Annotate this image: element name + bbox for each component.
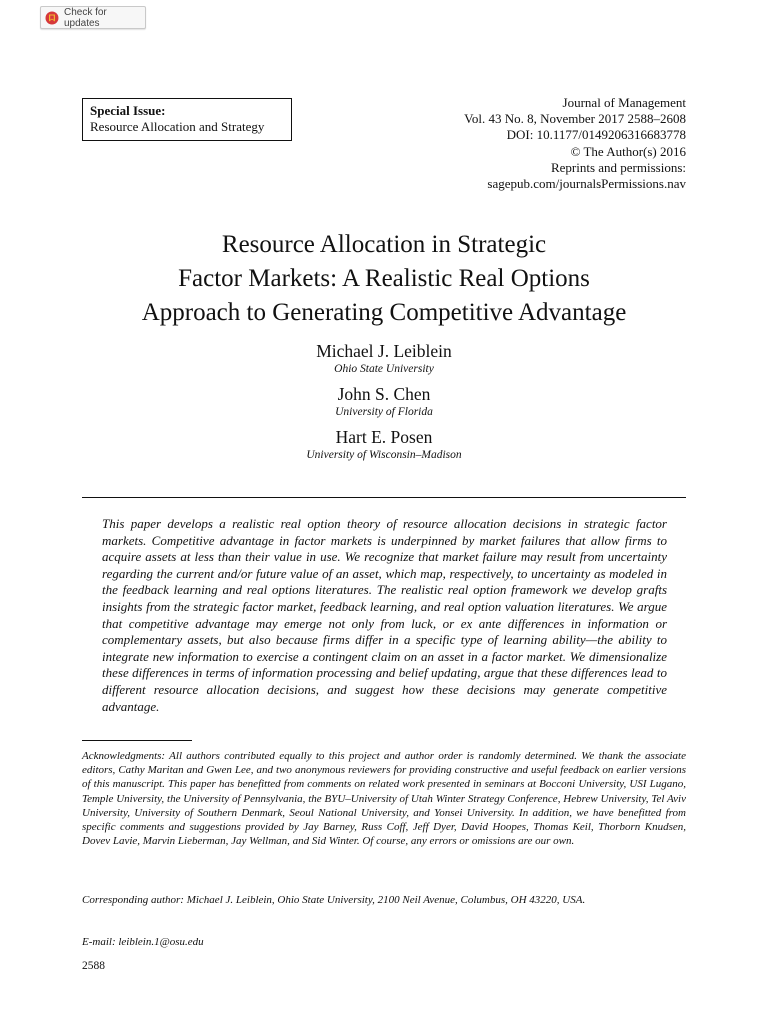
check-for-updates-icon <box>45 11 59 25</box>
corresponding-author: Corresponding author: Michael J. Leiblein, Ohio State University, 2100 Neil Avenue, Columbus, OH 43220, USA. <box>82 894 586 906</box>
title-line-1: Resource Allocation in Strategic <box>221 231 547 258</box>
author-affiliation: University of Wisconsin–Madison <box>306 449 462 461</box>
check-for-updates-button[interactable] <box>40 6 146 29</box>
section-divider <box>82 497 686 498</box>
author-name: John S. Chen <box>337 384 431 404</box>
author-affiliation: Ohio State University <box>334 363 434 375</box>
author-name: Michael J. Leiblein <box>316 341 452 361</box>
journal-reprints: Reprints and permissions: <box>550 159 686 175</box>
journal-name: Journal of Management <box>562 95 686 110</box>
paper-title <box>70 228 698 330</box>
acknowledgments: Acknowledgments: All authors contributed equally to this project and author order is randomly determined. We thank the associate editors, Cathy Maritan and Gwen Lee, and two anonymous reviewers for providing constructive and useful feedback on earlier versions of this manuscript. This paper has benefitted from comments on related work presented in seminars at Bocconi University, USI Lugano, Temple University, the University of Pennsylvania, the BYU–University of Utah Winter Strategy Conference, Hebrew University, Tel Aviv University, University of Southern Denmark, Seoul National University, and Yonsei University. In addition, we have benefitted from specific comments and suggestions provided by Jay Barney, Russ Coff, Jeff Dyer, David Hoopes, Thomas Keil, Thorborn Knudsen, Dovev Lavie, Marvin Lieberman, Jay Wellman, and Sid Winter. Of course, any errors or omissions are our own. <box>82 750 686 848</box>
footnote-divider <box>82 740 192 741</box>
special-issue-box <box>82 98 292 141</box>
author-affiliation: University of Florida <box>335 406 433 418</box>
author-name: Hart E. Posen <box>335 427 433 447</box>
abstract: This paper develops a realistic real option theory of resource allocation decisions in strategic factor markets. Competitive advantage in factor markets is underpinned by market failures that allow firms to acquire assets at less than their value in use. We recognize that market failure may result from uncertainty regarding the current and/or future value of an asset, which map, respectively, to uncertainty as modeled in the feedback learning and real options literatures. The realistic real option framework we develop grafts insights from the strategic factor market, feedback learning, and real option valuation literatures. We argue that competitive advantage may emerge not only from luck, or ex ante differences in information or complementary assets, but also because firms differ in a specific type of learning ability—the ability to integrate new information to exercise a contingent claim on an asset in a factor market. We dimensionalize these differences in terms of information processing and belief updating, argue that these differences lead to different resource allocation decisions, and suggest how these decisions may generate competitive advantage. <box>102 516 667 714</box>
journal-doi: DOI: 10.1177/0149206316683778 <box>506 127 686 143</box>
title-line-3: Approach to Generating Competitive Advantage <box>141 299 627 326</box>
journal-info <box>464 95 686 192</box>
author-email: E-mail: leiblein.1@osu.edu <box>82 936 204 948</box>
journal-permissions-link[interactable]: sagepub.com/journalsPermissions.nav <box>487 176 686 192</box>
journal-volume: Vol. 43 No. 8, November 2017 2588–2608 <box>464 111 686 127</box>
page-number: 2588 <box>82 960 105 972</box>
special-issue-text: Resource Allocation and Strategy <box>90 119 265 134</box>
title-line-2: Factor Markets: A Realistic Real Options <box>178 265 590 292</box>
check-for-updates-label: Check for updates <box>63 6 107 29</box>
journal-copyright: © The Author(s) 2016 <box>570 143 686 159</box>
author-list <box>0 340 768 469</box>
special-issue-heading: Special Issue: <box>90 103 166 118</box>
